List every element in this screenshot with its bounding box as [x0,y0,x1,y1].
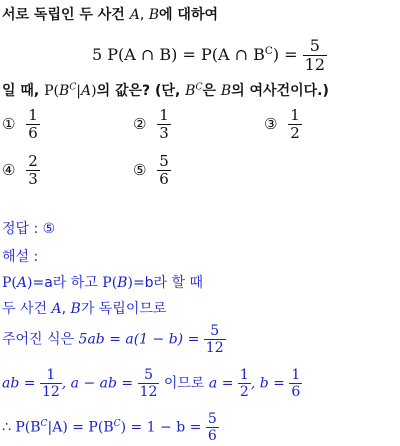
solution-line-3 [2,324,226,355]
question-line-1: 서로 독립인 두 사건 A, B에 대하여 [2,7,219,23]
solution-fraction: $\frac{1}{6}$ [291,367,301,400]
choice-5[interactable] [133,154,171,187]
solution-line-4: ab = $\frac{1}{12}$ , a − ab = $\frac{5}{12}$ 이므로 a = $\frac{1}{2}$ , b = $\frac{1}{6}$ [2,367,301,400]
solution-fraction: $\frac{5}{6}$ [207,411,217,444]
choice-fraction: $\frac{2}{3}$ [28,152,38,188]
choice-2[interactable] [133,108,171,141]
question-text: 에 대하여 [159,7,219,23]
answer-label: 정답 : ⑤ [2,221,56,237]
var-a: A [129,7,140,23]
var-b: B [148,7,160,23]
solution-text: =a라 하고 [32,275,103,291]
question-text: 은 [202,83,221,99]
solution-expr: 5ab = a(1 − b) = [78,331,200,348]
solution-line-2: 두 사건 A, B가 독립이므로 [2,301,167,317]
solution-text: 이므로 [159,375,209,392]
therefore-symbol: ∴ [2,419,11,436]
solution-line-5: ∴ $P(B^C|A) = P(B^C) = 1 - b$ = $\frac{5}{6}$ [2,411,217,444]
choice-mark: ⑤ [133,161,147,179]
solution-fraction: $\frac{5}{12}$ [139,367,158,400]
choice-fraction: $\frac{5}{6}$ [159,152,169,188]
choice-fraction: $\frac{1}{2}$ [290,106,300,142]
given-lhs: 5 P(A ∩ B) = P(A ∩ B [92,45,265,64]
solution-text: 두 사건 [2,301,52,317]
complement-sup: C [264,44,273,57]
choice-fraction: $\frac{1}{6}$ [28,106,38,142]
question-line-3: 일 때, $P(B^C|A)$의 값은? (단, $B^C$은 B의 여사건이다.) [2,82,329,99]
solution-fraction: $\frac{1}{2}$ [239,367,249,400]
solution-line-1: P(A)=a라 하고 P(B)=b라 할 때 [2,275,204,291]
choice-mark: ④ [2,161,16,179]
solution-fraction: $\frac{5}{12}$ [205,323,224,356]
explain-label: 해설 : [2,249,39,265]
given-fraction: $\frac{5}{12}$ [304,36,326,74]
solution-text: 가 독립이므로 [80,301,167,317]
choice-4[interactable] [2,154,40,187]
choice-1[interactable] [2,108,40,141]
choice-3[interactable] [264,108,302,141]
question-text: 의 값은? (단, [96,83,186,99]
solution-text: 주어진 식은 [2,331,79,348]
solution-fraction: $\frac{1}{12}$ [41,367,60,400]
choice-mark: ② [133,115,147,133]
question-text: 의 여사건이다.) [231,83,329,99]
given-equation [92,38,327,73]
choice-mark: ③ [264,115,278,133]
solution-text: =b라 할 때 [132,275,204,291]
given-eq: ) = [272,45,298,64]
choice-fraction: $\frac{1}{3}$ [159,106,169,142]
question-text: 서로 독립인 두 사건 [2,7,130,23]
question-text: 일 때, [2,83,45,99]
choice-mark: ① [2,115,16,133]
